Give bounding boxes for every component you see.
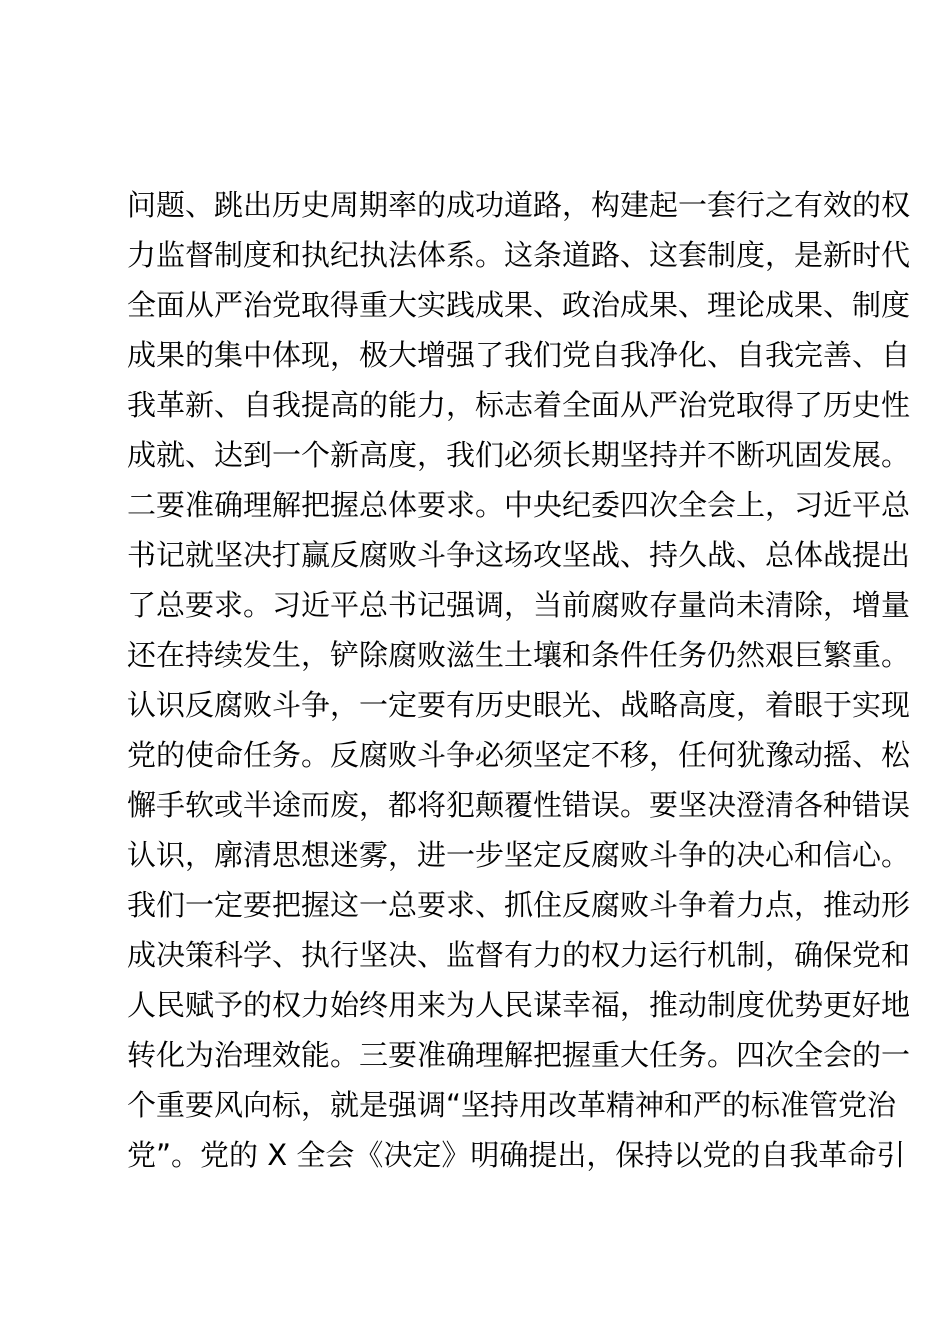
text-line: 认识反腐败斗争，一定要有历史眼光、战略高度，着眼于实现 [127, 688, 911, 722]
text-line: 成果的集中体现，极大增强了我们党自我净化、自我完善、自 [127, 338, 911, 372]
text-line: 我们一定要把握这一总要求、抓住反腐败斗争着力点，推动形 [127, 888, 911, 922]
text-line: 党”。党的 X 全会《决定》明确提出，保持以党的自我革命引 [127, 1138, 906, 1172]
text-line: 我革新、自我提高的能力，标志着全面从严治党取得了历史性 [127, 388, 911, 422]
text-line: 还在持续发生，铲除腐败滋生土壤和条件任务仍然艰巨繁重。 [127, 638, 911, 672]
text-line: 书记就坚决打赢反腐败斗争这场攻坚战、持久战、总体战提出 [127, 538, 911, 572]
text-line: 二要准确理解把握总体要求。中央纪委四次全会上，习近平总 [127, 488, 911, 522]
text-line: 个重要风向标，就是强调“坚持用改革精神和严的标准管党治 [127, 1088, 897, 1122]
text-line: 全面从严治党取得重大实践成果、政治成果、理论成果、制度 [127, 288, 911, 322]
text-line: 问题、跳出历史周期率的成功道路，构建起一套行之有效的权 [127, 188, 911, 222]
body-text [127, 180, 911, 1180]
text-line: 了总要求。习近平总书记强调，当前腐败存量尚未清除，增量 [127, 588, 911, 622]
text-line: 懈手软或半途而废，都将犯颠覆性错误。要坚决澄清各种错误 [127, 788, 911, 822]
text-line: 认识，廓清思想迷雾，进一步坚定反腐败斗争的决心和信心。 [127, 838, 911, 872]
text-line: 力监督制度和执纪执法体系。这条道路、这套制度，是新时代 [127, 238, 911, 272]
text-line: 转化为治理效能。三要准确理解把握重大任务。四次全会的一 [127, 1038, 911, 1072]
text-line: 成就、达到一个新高度，我们必须长期坚持并不断巩固发展。 [127, 438, 911, 472]
text-line: 党的使命任务。反腐败斗争必须坚定不移，任何犹豫动摇、松 [127, 738, 911, 772]
text-line: 成决策科学、执行坚决、监督有力的权力运行机制，确保党和 [127, 938, 911, 972]
text-line: 人民赋予的权力始终用来为人民谋幸福，推动制度优势更好地 [127, 988, 911, 1022]
